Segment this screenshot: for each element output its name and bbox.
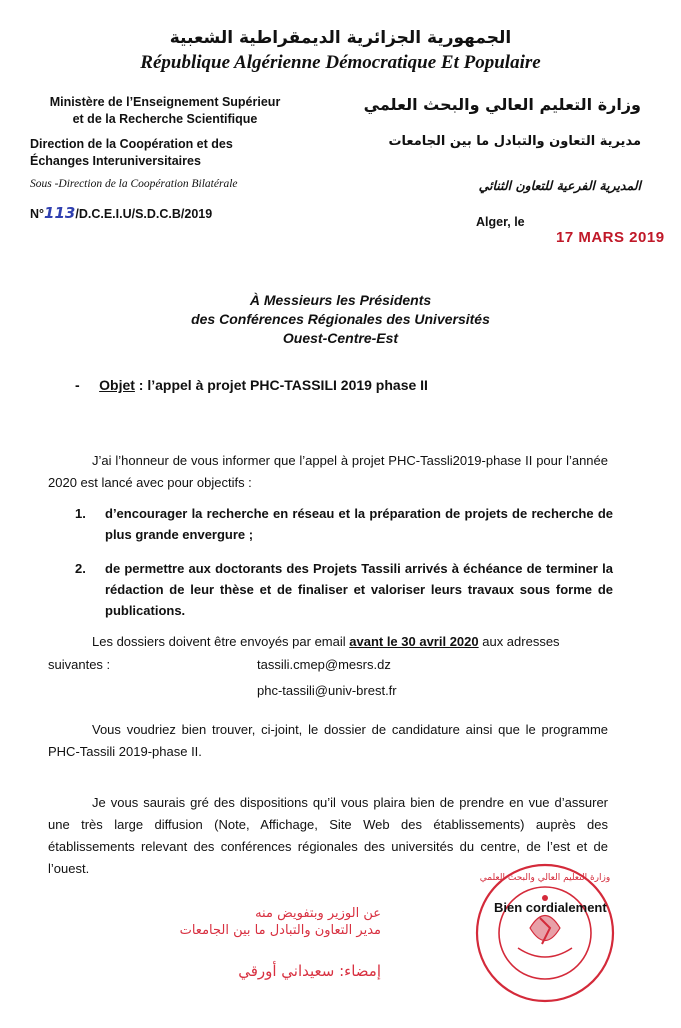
ministry-fr-line2: et de la Recherche Scientifique: [72, 112, 258, 126]
intro-paragraph: J’ai l’honneur de vous informer que l’appel à projet PHC-Tassli2019-phase II pour l’année 2020 est lancé avec pour objectifs :: [48, 453, 608, 490]
addressee-line1: À Messieurs les Présidents: [249, 292, 432, 308]
seal-text: وزارة التعليم العالي والبحث العلمي: [479, 873, 611, 883]
addresses-label: suivantes :: [48, 657, 111, 672]
subdirection-fr: Sous -Direction de la Coopération Bilatérale: [30, 178, 238, 190]
reference-number: [30, 204, 212, 222]
addressee-line3: Ouest-Centre-Est: [282, 330, 399, 346]
ref-handwritten-number: 113: [44, 204, 76, 222]
republic-title-fr: République Algérienne Démocratique Et Populaire: [140, 52, 541, 73]
submission-paragraph: [48, 631, 608, 653]
diffusion-paragraph: Je vous saurais gré des dispositions qu’il vous plaira bien de prendre en vue d’assurer une très large diffusion (Note, Affichage, Site Web des établissements) auprès des établissements relevant des conférences régionales des universités du centre, de l’est et de l’ouest.: [48, 795, 608, 876]
objective-number: 2.: [75, 561, 86, 576]
signature-line1: عن الوزير وبتفويض منه: [255, 906, 381, 921]
signature-line3: إمضاء: سعيداني أورقي: [238, 962, 381, 980]
ref-suffix: /D.C.E.I.U/S.D.C.B/2019: [75, 207, 213, 221]
objective-text: de permettre aux doctorants des Projets Tassili arrivés à échéance de terminer la rédaction de leur thèse et de finaliser et valoriser leurs travaux sous forme de publications.: [105, 561, 613, 618]
subject-text: : l’appel à projet PHC-TASSILI 2019 phase II: [134, 377, 428, 393]
direction-fr: [30, 136, 290, 170]
objective-text: d’encourager la recherche en réseau et la préparation de projets de recherche de plus grande envergure ;: [105, 506, 613, 542]
ministry-ar: وزارة التعليم العالي والبحث العلمي: [363, 95, 641, 114]
deadline: avant le 30 avril 2020: [349, 634, 479, 649]
subject-label: Objet: [99, 377, 135, 393]
objective-item: [75, 503, 613, 545]
email-address: phc-tassili@univ-brest.fr: [257, 683, 397, 698]
ministry-fr-line1: Ministère de l’Enseignement Supérieur: [49, 95, 281, 109]
addressee-line2: des Conférences Régionales des Universités: [191, 311, 490, 327]
closing: Bien cordialement: [494, 900, 607, 915]
direction-ar: مديرية التعاون والتبادل ما بين الجامعات: [388, 134, 641, 149]
submission-text: Les dossiers doivent être envoyés par email: [92, 634, 350, 649]
submission-text-end: aux adresses: [478, 634, 560, 649]
signature-line2: مدير التعاون والتبادل ما بين الجامعات: [179, 923, 381, 938]
subject-line: [75, 377, 428, 393]
place-date: Alger, le: [476, 215, 525, 229]
republic-title-ar: الجمهورية الجزائرية الديمقراطية الشعبية: [169, 28, 512, 48]
ministry-fr: [30, 94, 300, 128]
subdirection-ar: المديرية الفرعية للتعاون الثنائي: [478, 178, 641, 193]
objective-number: 1.: [75, 506, 86, 521]
attachment-paragraph: Vous voudriez bien trouver, ci-joint, le dossier de candidature ainsi que le programme PHC-Tassili 2019-phase II.: [48, 722, 608, 759]
subject-bullet: -: [75, 377, 80, 393]
official-seal-icon: [470, 858, 620, 1008]
ref-prefix: N°: [30, 207, 45, 221]
objective-item: [75, 558, 613, 621]
direction-fr-line2: Échanges Interuniversitaires: [30, 154, 201, 168]
direction-fr-line1: Direction de la Coopération et des: [30, 137, 233, 151]
date-stamp: 17 MARS 2019: [556, 229, 665, 246]
email-address: tassili.cmep@mesrs.dz: [257, 657, 391, 672]
